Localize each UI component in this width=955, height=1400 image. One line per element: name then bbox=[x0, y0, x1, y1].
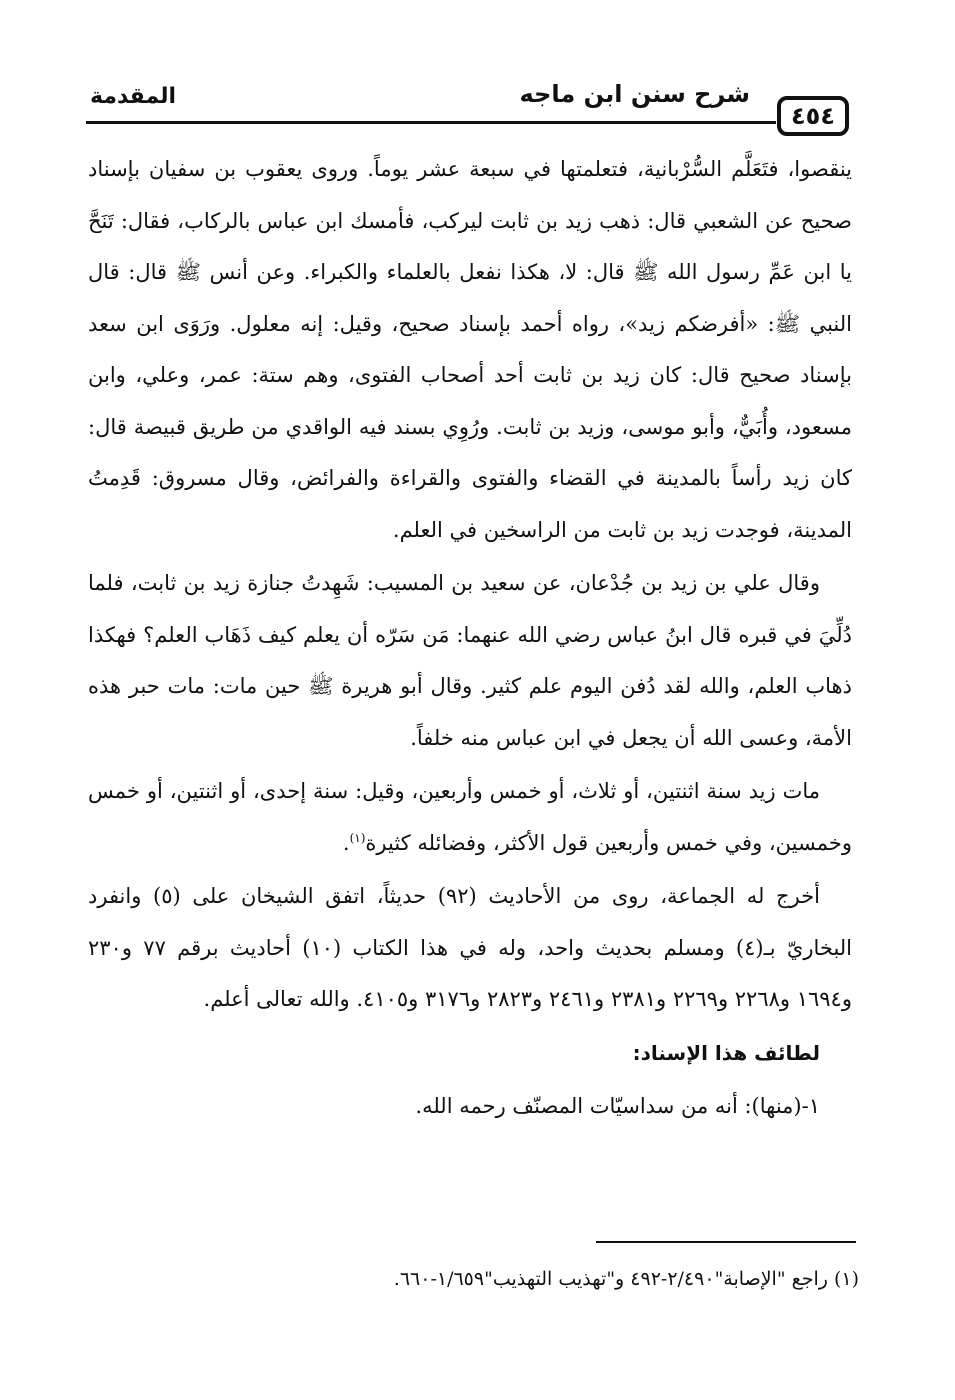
page-number: ٤٥٤ bbox=[777, 96, 849, 136]
header-rule bbox=[86, 121, 776, 124]
list-item: ١-(منها): أنه من سداسيّات المصنّف رحمه الله. bbox=[415, 1094, 820, 1118]
footnote-reference: (١) bbox=[349, 830, 366, 845]
header-book-title: شرح سنن ابن ماجه bbox=[519, 80, 750, 108]
subheading: لطائف هذا الإسناد: bbox=[632, 1040, 820, 1065]
footnote: (١) راجع "الإصابة"٢/٤٩٠-٤٩٢ و"تهذيب التهذيب"١/٦٥٩-٦٦٠. bbox=[393, 1268, 859, 1290]
paragraph: مات زيد سنة اثنتين، أو ثلاث، أو خمس وأربعين، وقيل: سنة إحدى، أو اثنتين، أو خمس وخمسين، وفي خمس وأربعين قول الأكثر، وفضائله كثيرة$^{(١)}$. bbox=[88, 779, 852, 855]
footnote-rule bbox=[596, 1241, 856, 1243]
main-text bbox=[88, 144, 852, 1133]
paragraph: وقال علي بن زيد بن جُدْعان، عن سعيد بن المسيب: شَهِدتُ جنازة زيد بن ثابت، فلما دُلِّيَ في قبره قال ابنُ عباس رضي الله عنهما: مَن سَرّه أن يعلم كيف ذَهَاب العلم؟ فهكذا ذهاب العلم، والله لقد دُفن اليوم علم كثير. وقال أبو هريرة ﷺ حين مات: مات حبر هذه الأمة، وعسى الله أن يجعل في ابن عباس منه خلفاً. bbox=[88, 571, 852, 750]
paragraph: ينقصوا، فتَعَلَّم السُّرْبانية، فتعلمتها في سبعة عشر يوماً. وروى يعقوب بن سفيان بإسناد صحيح عن الشعبي قال: ذهب زيد بن ثابت ليركب، فأمسك ابن عباس بالركاب، فقال: تَنَحَّ يا ابن عَمِّ رسول الله ﷺ قال: لا، هكذا نفعل بالعلماء والكبراء. وعن أنس ﷺ قال: قال النبي ﷺ: «أفرضكم زيد»، رواه أحمد بإسناد صحيح، وقيل: إنه معلول. ورَوَى ابن سعد بإسناد صحيح قال: كان زيد بن ثابت أحد أصحاب الفتوى، وهم ستة: عمر، وعلي، وابن مسعود، وأُبَيٌّ، وأبو موسى، وزيد بن ثابت. ورُوِي بسند فيه الواقدي من طريق قبيصة قال: كان زيد رأساً بالمدينة في القضاء والفتوى والقراءة والفرائض، وقال مسروق: قَدِمتُ المدينة، فوجدت زيد بن ثابت من الراسخين في العلم. bbox=[88, 157, 852, 542]
paragraph: أخرج له الجماعة، روى من الأحاديث (٩٢) حديثاً، اتفق الشيخان على (٥) وانفرد البخاريّ بـ(٤) ومسلم بحديث واحد، وله في هذا الكتاب (١٠) أحاديث برقم ٧٧ و٢٣٠ و١٦٩٤ و٢٢٦٨ و٢٢٦٩ و٢٣٨١ و٢٤٦١ و٢٨٢٣ و٣١٧٦ و٤١٠٥. والله تعالى أعلم. bbox=[88, 884, 853, 1011]
header-section-title: المقدمة bbox=[90, 84, 177, 109]
paragraph-text: مات زيد سنة اثنتين، أو ثلاث، أو خمس وأربعين، وقيل: سنة إحدى، أو اثنتين، أو خمس وخمسين، وفي خمس وأربعين قول الأكثر، وفضائله كثيرة bbox=[88, 779, 852, 855]
